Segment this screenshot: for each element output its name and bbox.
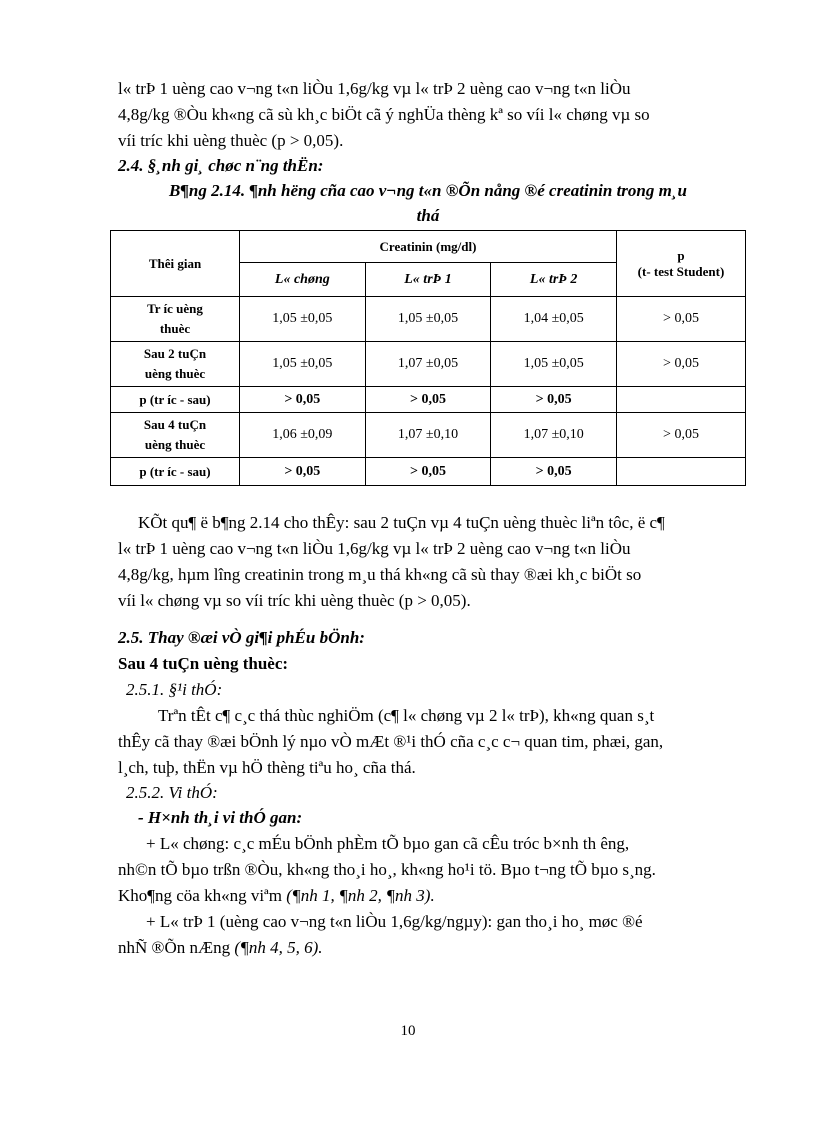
cell-value: 1,05 ±0,05	[240, 297, 366, 342]
table-row	[111, 297, 746, 342]
treat1-line-2: nhÑ ®Õn nÆng (¶nh 4, 5, 6).	[118, 938, 323, 957]
result-line-3: 4,8g/kg, hµm lîng creatinin trong m¸u thá kh«ng cã sù thay ®æi kh¸c biÖt so	[118, 565, 642, 584]
control-image-ref: (¶nh 1, ¶nh 2, ¶nh 3).	[286, 886, 435, 905]
section-2-5-2-heading: 2.5.2. Vi thÓ:	[126, 783, 218, 802]
result-line-1: KÕt qu¶ ë b¶ng 2.14 cho thÊy: sau 2 tuÇn vµ 4 tuÇn uèng thuèc liªn tôc, ë c¶	[138, 513, 665, 532]
table-row	[111, 413, 746, 458]
intro-line-1: l« trÞ 1 uèng cao v¬ng t«n liÒu 1,6g/kg vµ l« trÞ 2 uèng cao v¬ng t«n liÒu	[118, 79, 631, 98]
subheader-treat-2: L« trÞ 2	[491, 263, 617, 297]
macro-line-3: l¸ch, tuþ, thËn vµ hÖ thèng tiªu ho¸ cña thá.	[118, 758, 416, 777]
table-row	[111, 458, 746, 486]
cell-p: > 0,05	[617, 342, 746, 387]
header-p-line-1: p	[677, 247, 685, 263]
cell-value: > 0,05	[365, 387, 491, 413]
row-label: Sau 4 tuÇn uèng thuèc	[111, 413, 240, 458]
control-line-2: nh©n tÕ bµo trßn ®Òu, kh«ng tho¸i ho¸, kh«ng ho¹i tö. Bµo t¬ng tÕ bµo s¸ng.	[118, 860, 656, 879]
cell-value: > 0,05	[365, 458, 491, 486]
section-2-5-1-heading: 2.5.1. §¹i thÓ:	[126, 680, 223, 699]
cell-value: > 0,05	[240, 387, 366, 413]
macro-line-2: thÊy cã thay ®æi bÖnh lý nµo vÒ mÆt ®¹i thÓ cña c¸c c¬ quan tim, phæi, gan,	[118, 732, 664, 751]
table-title-line-2: thá	[416, 206, 440, 225]
intro-line-3: víi tríc khi uèng thuèc (p > 0,05).	[118, 131, 344, 150]
after-4-weeks-heading: Sau 4 tuÇn uèng thuèc:	[118, 654, 289, 673]
cell-value: > 0,05	[491, 458, 617, 486]
cell-value: > 0,05	[240, 458, 366, 486]
row-label: p (tr íc - sau)	[111, 458, 240, 486]
cell-value: > 0,05	[491, 387, 617, 413]
row-label: Tr íc uèng thuèc	[111, 297, 240, 342]
control-line-1: + L« chøng: c¸c mÉu bÖnh phÈm tÕ bµo gan cã cÊu tróc b×nh th êng,	[146, 834, 630, 853]
macro-line-1: Trªn tÊt c¶ c¸c thá thùc nghiÖm (c¶ l« chøng vµ 2 l« trÞ), kh«ng quan s¸t	[158, 706, 655, 725]
header-p	[617, 231, 746, 297]
page-number: 10	[400, 1023, 416, 1039]
cell-value: 1,07 ±0,10	[365, 413, 491, 458]
cell-value: 1,05 ±0,05	[365, 297, 491, 342]
cell-p: > 0,05	[617, 413, 746, 458]
control-line-3: Kho¶ng cöa kh«ng viªm (¶nh 1, ¶nh 2, ¶nh 3).	[118, 886, 435, 905]
table-title-line-1: B¶ng 2.14. ¶nh hëng cña cao v¬ng t«n ®Õn nång ®é creatinin trong m¸u	[169, 181, 687, 200]
header-creatinin: Creatinin (mg/dl)	[240, 231, 617, 263]
cell-value: 1,05 ±0,05	[491, 342, 617, 387]
cell-value: 1,06 ±0,09	[240, 413, 366, 458]
treat1-line-1: + L« trÞ 1 (uèng cao v¬ng t«n liÒu 1,6g/kg/ngµy): gan tho¸i ho¸ møc ®é	[146, 912, 643, 931]
subheader-treat-1: L« trÞ 1	[365, 263, 491, 297]
cell-value: 1,07 ±0,10	[491, 413, 617, 458]
header-time: Thêi gian	[111, 231, 240, 297]
table-row	[111, 387, 746, 413]
section-2-5-heading: 2.5. Thay ®æi vÒ gi¶i phÉu bÖnh:	[118, 628, 365, 647]
subheader-control: L« chøng	[240, 263, 366, 297]
result-line-4: víi l« chøng vµ so víi tríc khi uèng thuèc (p > 0,05).	[118, 591, 471, 610]
header-p-line-2: (t- test Student)	[637, 263, 725, 279]
table-row	[111, 342, 746, 387]
section-2-4-heading: 2.4. §¸nh gi¸ chøc n¨ng thËn:	[118, 156, 324, 175]
cell-value: 1,05 ±0,05	[240, 342, 366, 387]
result-line-2: l« trÞ 1 uèng cao v¬ng t«n liÒu 1,6g/kg vµ l« trÞ 2 uèng cao v¬ng t«n liÒu	[118, 539, 631, 558]
cell-p	[617, 458, 746, 486]
cell-p: > 0,05	[617, 297, 746, 342]
intro-line-2: 4,8g/kg ®Òu kh«ng cã sù kh¸c biÖt cã ý nghÜa thèng kª so víi l« chøng vµ so	[118, 105, 650, 124]
treat1-image-ref: (¶nh 4, 5, 6).	[234, 938, 323, 957]
cell-value: 1,04 ±0,05	[491, 297, 617, 342]
cell-p	[617, 387, 746, 413]
row-label: Sau 2 tuÇn uèng thuèc	[111, 342, 240, 387]
row-label: p (tr íc - sau)	[111, 387, 240, 413]
cell-value: 1,07 ±0,05	[365, 342, 491, 387]
creatinin-table	[110, 230, 746, 486]
liver-heading: - H×nh th¸i vi thÓ gan:	[138, 808, 303, 827]
